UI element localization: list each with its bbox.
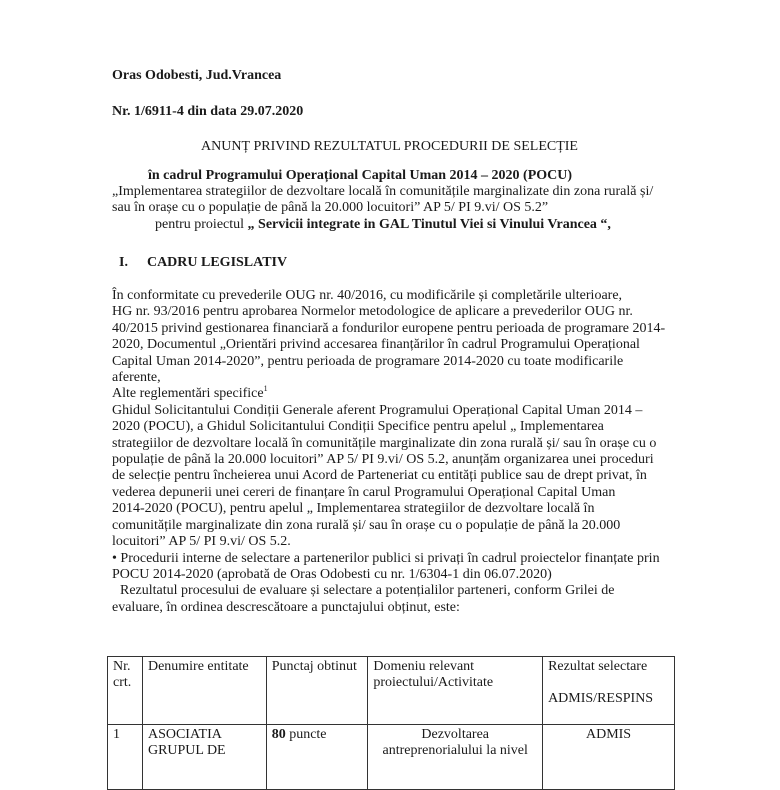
header-result-line2: ADMIS/RESPINS	[548, 691, 654, 706]
program-line-4	[155, 217, 611, 233]
paragraph-line: de selecție pentru încheierea unui Acord de Parteneriat cu entități publice sau de drept privat, în	[112, 468, 647, 484]
results-table	[107, 656, 675, 790]
cell-domain-line2: antreprenorialului la nivel	[382, 743, 528, 758]
header-result	[543, 657, 675, 725]
bullet-line	[112, 551, 678, 567]
paragraph-line: vederea depunerii unei cereri de finanțare în carul Programului Operațional Capital Uman	[112, 484, 616, 500]
cell-entity-line1: ASOCIATIA	[147, 727, 222, 742]
paragraph-line: Capital Uman 2014-2020”, pentru perioada de programare 2014-2020 cu toate modificarile	[112, 353, 624, 369]
header-result-line1: Rezultat selectare	[548, 659, 648, 674]
other-regulations: Alte reglementări specifice	[112, 386, 264, 402]
paragraph-line: Ghidul Solicitantului Condiții Generale aferent Programului Operațional Capital Uman 2014 –	[112, 402, 643, 418]
score-value: 80	[271, 727, 286, 742]
cell-score	[266, 725, 368, 790]
result-intro-line: evaluare, în ordinea descrescătoare a punctajului obținut, este:	[112, 599, 460, 615]
legal-basis-paragraph	[112, 288, 678, 616]
bullet-icon: •	[112, 550, 117, 566]
header-reference: Nr. 1/6911-4 din data 29.07.2020	[112, 104, 304, 119]
cell-domain-line1: Dezvoltarea	[421, 727, 490, 742]
header-nr-line1: Nr.	[113, 659, 131, 674]
cell-entity	[142, 725, 266, 790]
program-line-3: sau în orașe cu o populație de până la 20.000 locuitori” AP 5/ PI 9.vi/ OS 5.2”	[112, 200, 549, 215]
program-line-1: în cadrul Programului Operațional Capital Uman 2014 – 2020 (POCU)	[148, 168, 573, 183]
paragraph-line: comunitățile marginalizate din zona rurală și/ sau în orașe cu o populație de până la 20.000	[112, 517, 621, 533]
paragraph-line: 2020 (POCU), a Ghidul Solicitantului Condiții Specifice pentru apelul „ Implementarea	[112, 419, 604, 435]
paragraph-line: HG nr. 93/2016 pentru aprobarea Normelor metodologice de aplicare a prevederilor OUG nr.	[112, 304, 633, 320]
section-heading	[119, 255, 287, 271]
section-number: I.	[119, 255, 128, 270]
paragraph-line: 2020, Documentul „Orientări privind accesarea finanțărilor în cadrul Programului Operațional	[112, 337, 640, 353]
project-name: „ Servicii integrate in GAL Tinutul Viei si Vinului Vrancea “,	[247, 217, 611, 232]
header-nr	[108, 657, 143, 725]
cell-entity-line2: GRUPUL DE	[147, 743, 226, 758]
other-regulations-line	[112, 386, 678, 402]
header-location: Oras Odobesti, Jud.Vrancea	[112, 68, 282, 83]
paragraph-line: locuitori” AP 5/ PI 9.vi/ OS 5.2.	[112, 534, 291, 550]
cell-result: ADMIS	[543, 725, 675, 790]
paragraph-line: aferente,	[112, 370, 161, 386]
project-prefix: pentru proiectul	[155, 217, 245, 232]
document-title: ANUNȚ PRIVIND REZULTATUL PROCEDURII DE SELECȚIE	[201, 139, 578, 154]
paragraph-line: 40/2015 privind gestionarea financiară a fondurilor europene pentru perioada de programare 2014-	[112, 320, 666, 336]
header-nr-line2: crt.	[113, 675, 132, 690]
cell-domain	[368, 725, 543, 790]
header-domain-line2: proiectului/Activitate	[373, 675, 494, 690]
footnote-mark: 1	[263, 384, 268, 394]
header-entity: Denumire entitate	[142, 657, 266, 725]
paragraph-line: În conformitate cu prevederile OUG nr. 40/2016, cu modificările și completările ulterioare,	[112, 288, 623, 303]
header-domain-line1: Domeniu relevant	[373, 659, 475, 674]
paragraph-line: 2014-2020 (POCU), pentru apelul „ Implementarea strategiilor de dezvoltare locală în	[112, 501, 595, 517]
table-row	[108, 725, 675, 790]
header-domain	[368, 657, 543, 725]
bullet-text: Procedurii interne de selectare a partenerilor publici si privați în cadrul proiectelor finanțate prin	[120, 550, 660, 566]
paragraph-line: strategiilor de dezvoltare locală în comunitățile marginalizate din zona rurală și/ sau în orașe cu o	[112, 435, 657, 451]
paragraph-line: POCU 2014-2020 (aprobată de Oras Odobesti cu nr. 1/6304-1 din 06.07.2020)	[112, 566, 552, 582]
header-score: Punctaj obtinut	[266, 657, 368, 725]
score-unit: puncte	[285, 727, 327, 742]
table-header-row	[108, 657, 675, 725]
section-title: CADRU LEGISLATIV	[146, 255, 288, 270]
cell-nr: 1	[108, 725, 143, 790]
program-line-2: „Implementarea strategiilor de dezvoltare locală în comunitățile marginalizate din zona rurală și/	[112, 184, 654, 199]
paragraph-line: populație de până la 20.000 locuitori” AP 5/ PI 9.vi/ OS 5.2, anunțăm organizarea unei proceduri	[112, 452, 654, 468]
result-intro-line: Rezultatul procesului de evaluare și selectare a potențialilor parteneri, conform Grilei de	[120, 583, 615, 599]
